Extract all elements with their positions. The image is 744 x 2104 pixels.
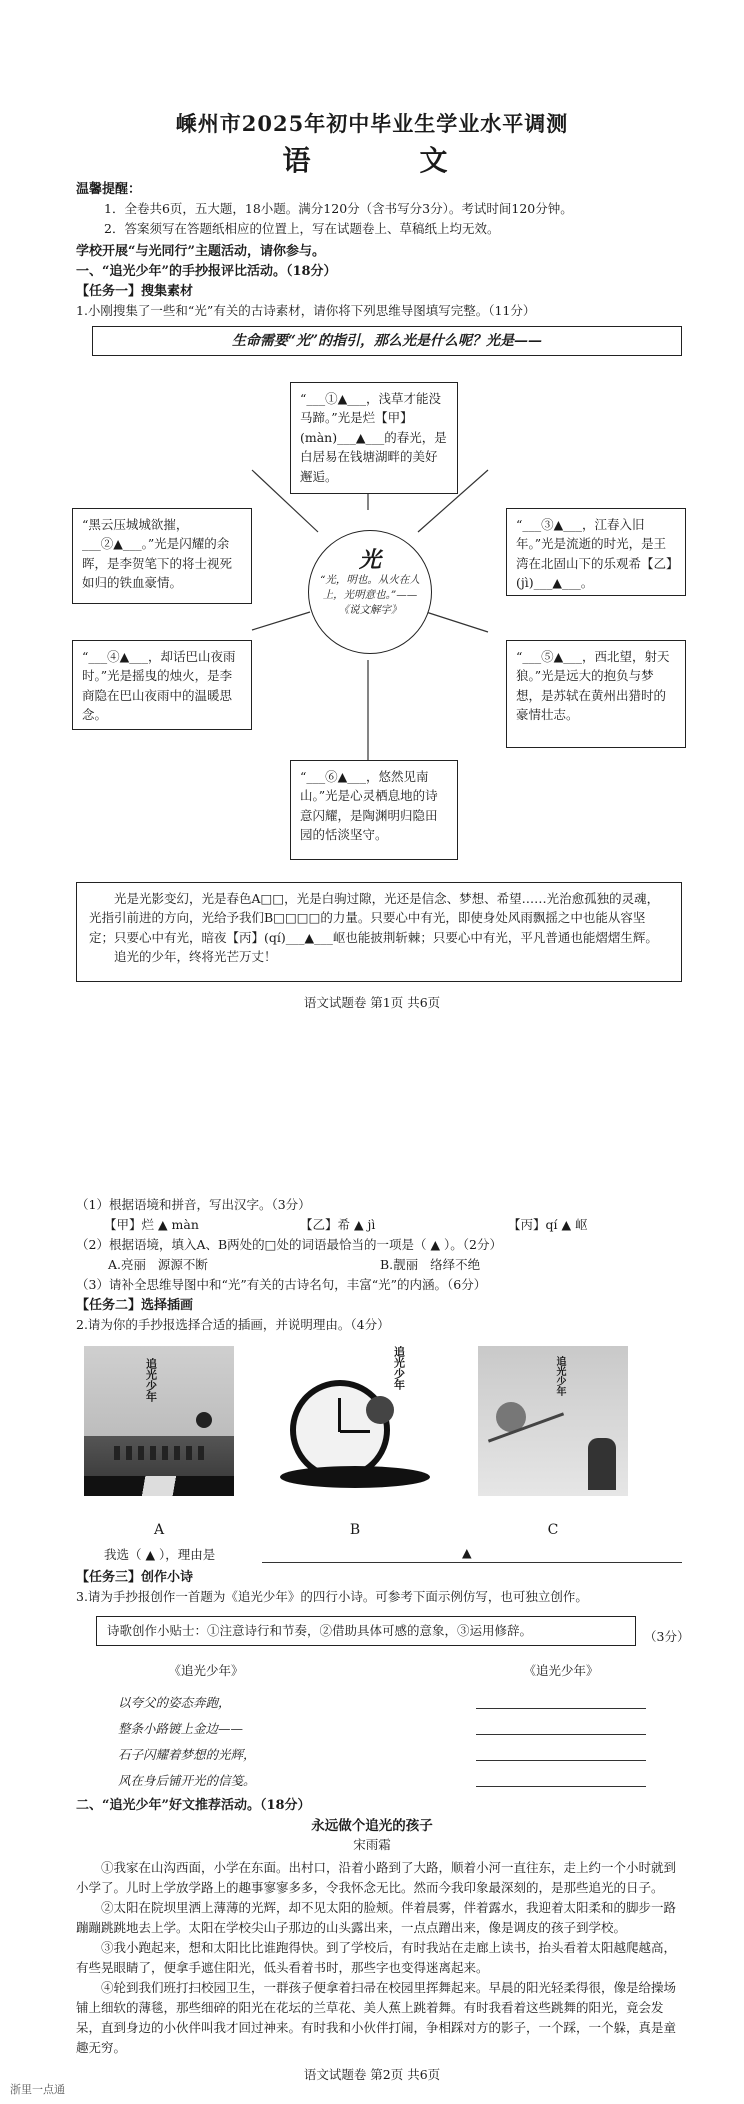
illustration-a[interactable] <box>84 1346 234 1496</box>
road-icon <box>84 1476 234 1496</box>
sun-icon <box>366 1396 394 1424</box>
section1-title: 一、“追光少年”的手抄报评比活动。（18分） <box>76 264 337 279</box>
question-1-2: （2）根据语境，填入A、B两处的□处的词语最恰当的一项是（ ▲ ）。（2分） <box>76 1237 502 1252</box>
page-footer-1: 语文试题卷 第1页 共6页 <box>303 995 441 1010</box>
mindmap-center <box>308 530 432 654</box>
task1-heading: 【任务一】搜集素材 <box>76 284 194 299</box>
person-icon <box>588 1438 616 1490</box>
essay-paragraph-4: ④轮到我们班打扫校园卫生，一群孩子便拿着扫帚在校园里挥舞起来。早晨的阳光轻柔得很，像是给操场铺上细软的薄毯，那些细碎的阳光在花坛的兰草花、美人蕉上跳着舞。有时我看着这些跳舞的阳光，竟会发呆，直到身边的小伙伴叫我才回过神来。有时我和小伙伴打闹，争相踩对方的影子，一个踩，一个躲，真是童趣无穷。 <box>76 1980 677 2055</box>
question-1: 1.小刚搜集了一些和“光”有关的古诗素材，请你将下列思维导图填写完整。（11分） <box>76 303 536 318</box>
illustration-a-caption: 追光少年 <box>144 1358 158 1402</box>
poem-line-1: 以夸父的姿态奔跑， <box>118 1695 231 1710</box>
poem-answer-line-2[interactable] <box>476 1734 646 1735</box>
tips-item-2: 2．答案须写在答题纸相应的位置上，写在试题卷上、草稿纸上均无效。 <box>104 221 500 236</box>
sun-icon <box>196 1412 212 1428</box>
task3-heading: 【任务三】创作小诗 <box>76 1570 194 1585</box>
answer-mark: ▲ <box>462 1545 472 1560</box>
poem-answer-line-1[interactable] <box>476 1708 646 1709</box>
ground-icon <box>280 1466 430 1488</box>
essay-paragraph-2: ②太阳在院坝里洒上薄薄的光辉，却不见太阳的脸颊。伴着晨雾，伴着露水，我迎着太阳柔和的脚步一路蹦蹦跳跳地去上学。太阳在学校尖山子那边的山头露出来，一点点蹭出来，像是调皮的孩子到学校。 <box>76 1900 677 1935</box>
essay-title: 永远做个追光的孩子 <box>311 1818 433 1834</box>
poem-line-3: 石子闪耀着梦想的光辉， <box>118 1747 256 1762</box>
question-2: 2.请为你的手抄报选择合适的插画，并说明理由。（4分） <box>76 1317 390 1332</box>
answer-choice: 我选（ ▲ ），理由是 <box>104 1547 216 1562</box>
clock-icon <box>290 1380 390 1480</box>
runners-icon <box>114 1446 204 1460</box>
answer-bing: 【丙】qí ▲ 岖 <box>508 1217 588 1232</box>
illustration-a-label: A <box>153 1522 165 1538</box>
tips-item-1: 1．全卷共6页，五大题，18小题。满分120分（含书写分3分）。考试时间120分钟。 <box>104 201 573 216</box>
illustration-c[interactable] <box>478 1346 628 1496</box>
poem-answer-line-4[interactable] <box>476 1786 646 1787</box>
watermark-text: 浙里一点通 <box>10 2082 65 2099</box>
option-b: B.靓丽 络绎不绝 <box>380 1257 481 1272</box>
center-source: 《说文解字》 <box>338 604 402 616</box>
mindmap-box-5: “___⑤▲___，西北望，射天狼。”光是远大的抱负与梦想，是苏轼在黄州出猎时的豪情壮志。 <box>506 640 686 748</box>
center-character: 光 <box>358 547 381 573</box>
poem-line-2: 整条小路镀上金边—— <box>118 1721 244 1736</box>
mindmap-box-3: “___③▲___，江春入旧年。”光是流逝的时光，是王湾在北固山下的乐观希【乙】(jì)___▲___。 <box>506 508 686 596</box>
illustration-c-label: C <box>547 1522 559 1538</box>
essay-paragraph-3: ③我小跑起来，想和太阳比比谁跑得快。到了学校后，有时我站在走廊上读书，抬头看着太阳越爬越高，有些晃眼睛了，便拿手遮住阳光，低头看着书时，那些字也变得迷离起来。 <box>76 1940 677 1975</box>
intro-paragraph-2: 追光的少年，终将光芒万丈！ <box>114 949 277 965</box>
illustration-b-caption: 追光少年 <box>392 1346 406 1390</box>
intro-paragraph-1: 光是光影变幻，光是春色A□□，光是白驹过隙，光还是信念、梦想、希望……光治愈孤独的灵魂，光指引前进的方向，光给予我们B□□□□的力量。只要心中有光，即使身处风雨飘摇之中也能从容坚定；只要心中有光，暗夜【丙】(qí)___▲___岖也能披荆斩棘；只要心中有光，平凡普通也能熠熠生辉。 <box>89 891 660 945</box>
example-poem <box>118 1690 256 1794</box>
subject-title: 语 文 <box>282 144 462 177</box>
section2-title: 二、“追光少年”好文推荐活动。（18分） <box>76 1798 311 1813</box>
mindmap-box-1: “___①▲___，浅草才能没马蹄。”光是烂【甲】(màn)___▲___的春光，是白居易在钱塘湖畔的美好邂逅。 <box>290 382 458 494</box>
answer-yi: 【乙】希 ▲ jì <box>300 1217 376 1232</box>
essay-body <box>76 1858 688 2058</box>
essay-author: 宋雨霜 <box>353 1837 391 1852</box>
poem-points: （3分） <box>644 1629 690 1644</box>
question-1-1: （1）根据语境和拼音，写出汉字。（3分） <box>76 1197 311 1212</box>
question-1-3: （3）请补全思维导图中和“光”有关的古诗名句，丰富“光”的内涵。（6分） <box>76 1277 487 1292</box>
center-quote: “光，明也。从火在人上，光明意也。”—— <box>320 574 420 601</box>
illustration-c-caption: 追光少年 <box>554 1356 565 1396</box>
student-poem-title: 《追光少年》 <box>523 1663 599 1678</box>
activity-intro: 学校开展“与光同行”主题活动，请你参与。 <box>76 244 325 259</box>
example-poem-title: 《追光少年》 <box>168 1663 244 1678</box>
essay-paragraph-1: ①我家在山沟西面，小学在东面。出村口，沿着小路到了大路，顺着小河一直往东，走上约一个小时就到小学了。儿时上学放学路上的趣事寥寥多多，令我怀念无比。然而今我印象最深刻的，是那些追光的日子。 <box>76 1860 677 1895</box>
poem-line-4: 风在身后铺开光的信笺。 <box>118 1773 256 1788</box>
mindmap-box-6: “___⑥▲___，悠然见南山。”光是心灵栖息地的诗意闪耀，是陶渊明归隐田园的恬淡坚守。 <box>290 760 458 860</box>
answer-jia: 【甲】烂 ▲ màn <box>104 1217 199 1232</box>
page-footer-2: 语文试题卷 第2页 共6页 <box>0 2066 744 2085</box>
illustration-b[interactable] <box>270 1340 440 1496</box>
option-a: A.亮丽 源源不断 <box>108 1257 208 1272</box>
poem-answer-line-3[interactable] <box>476 1760 646 1761</box>
tips-heading: 温馨提醒： <box>76 182 142 197</box>
intro-paragraph-box <box>76 882 682 982</box>
exam-title: 嵊州市2025年初中毕业生学业水平调测 <box>175 111 569 136</box>
mindmap-box-4: “___④▲___，却话巴山夜雨时。”光是摇曳的烛火，是李商隐在巴山夜雨中的温暖思念。 <box>72 640 252 730</box>
illustration-b-label: B <box>349 1522 361 1538</box>
task2-heading: 【任务二】选择插画 <box>76 1298 194 1313</box>
answer-line[interactable] <box>262 1562 682 1563</box>
banner: 生命需要“光”的指引，那么光是什么呢？光是—— <box>92 326 682 356</box>
mindmap-box-2: “黑云压城城欲摧，___②▲___。”光是闪耀的余晖，是李贺笔下的将士视死如归的铁血豪情。 <box>72 508 252 604</box>
poem-tip-box: 诗歌创作小贴士：①注意诗行和节奏，②借助具体可感的意象，③运用修辞。 <box>96 1616 636 1646</box>
question-3: 3.请为手抄报创作一首题为《追光少年》的四行小诗。可参考下面示例仿写，也可独立创作。 <box>76 1589 588 1604</box>
